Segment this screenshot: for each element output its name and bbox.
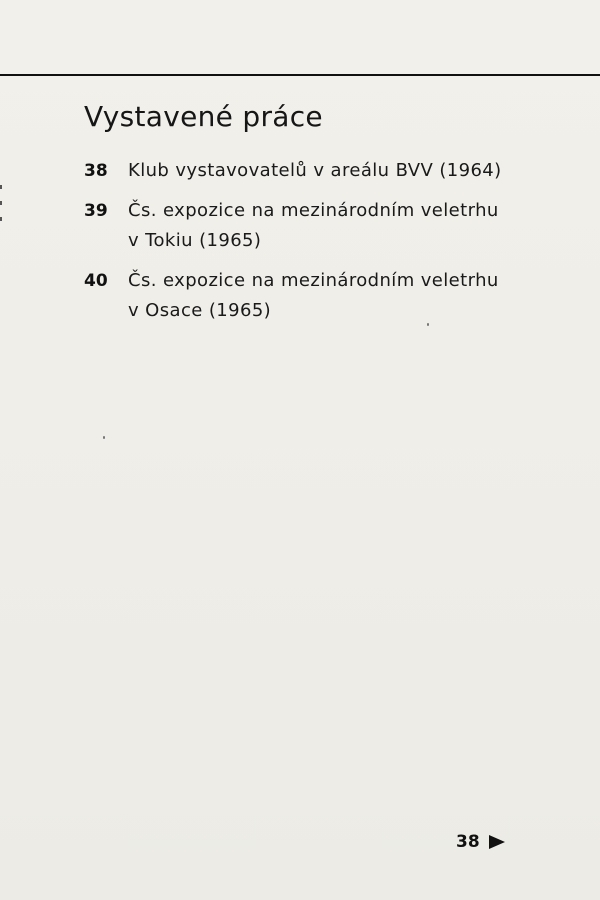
works-list <box>84 156 544 336</box>
item-text <box>128 196 499 256</box>
page-number: 38 <box>456 832 480 852</box>
page-footer <box>456 832 506 852</box>
item-text <box>128 266 499 326</box>
item-text-line: v Osace (1965) <box>128 300 272 321</box>
item-number: 38 <box>84 161 108 181</box>
top-rule <box>0 74 600 76</box>
paper-speck <box>103 436 105 439</box>
page-title: Vystavené práce <box>84 100 323 133</box>
item-number: 40 <box>84 271 108 291</box>
item-number: 39 <box>84 201 108 221</box>
item-text-line: Čs. expozice na mezinárodním veletrhu <box>128 200 499 221</box>
item-text <box>128 156 502 186</box>
list-item <box>84 196 544 256</box>
list-item <box>84 266 544 326</box>
item-text-line: Čs. expozice na mezinárodním veletrhu <box>128 270 499 291</box>
item-text-line: v Tokiu (1965) <box>128 230 262 251</box>
right-triangle-arrow-icon <box>488 834 506 850</box>
paper-speck <box>427 323 429 326</box>
item-text-line: Klub vystavovatelů v areálu BVV (1964) <box>128 160 502 181</box>
list-item <box>84 156 544 186</box>
binding-edge-marks <box>0 185 3 220</box>
